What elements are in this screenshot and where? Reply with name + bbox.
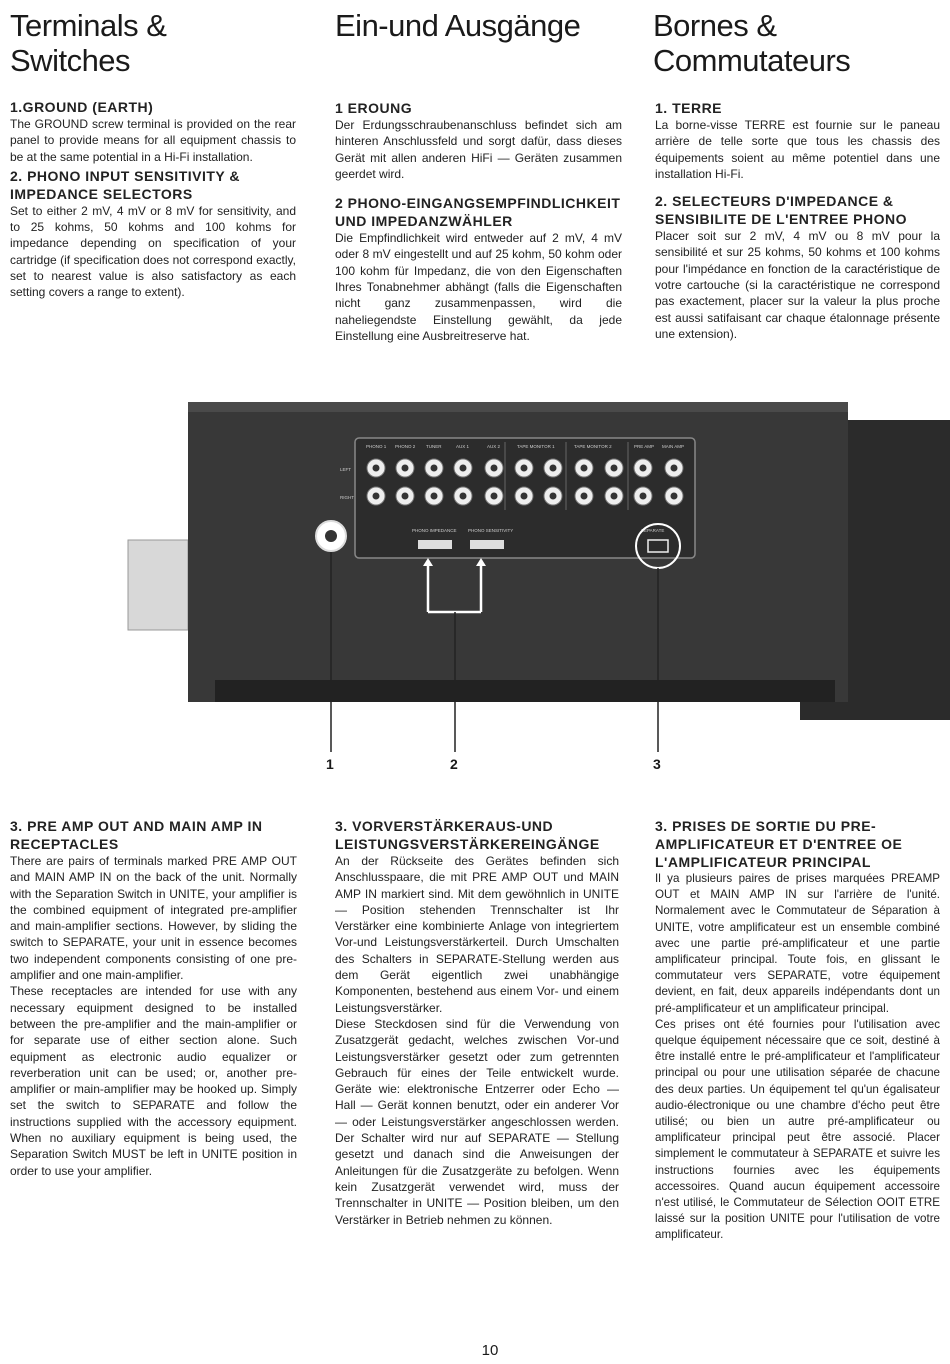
heading-terre: 1. TERRE xyxy=(655,100,723,116)
paragraph-prises-2: Ces prises ont été fournies pour l'utilisation avec quelque équipement nécessaire que ce soit, destiné à être installé entre le pré-amplificateur et l'amplificateur principal ou pour une utilisation séparée de chacune des deux parties. Un équipement tel qu'un égalisateur audio-électronique ou une chambre d'écho peut être utilisé; ou bien un autre pré-amplificateur ou amplificateur principal peut être associé. Placer simplement le commutateur à SEPARATE et suivre les instructions fournies avec les équipements accessoires. Quand aucun équipement accessoire n'est utilisé, le Commutateur de Sélection OOIT ETRE laissé sur la position UNITE pour l'utilisation de votre amplificateur. xyxy=(655,1017,940,1242)
heading-preamp-out: 3. PRE AMP OUT AND MAIN AMP IN RECEPTACLES xyxy=(10,818,263,852)
callout-1: 1 xyxy=(326,756,334,772)
french-section-3 xyxy=(655,817,940,1244)
panel-label-mainamp: MAIN AMP xyxy=(662,444,685,449)
impedance-switch xyxy=(418,540,452,549)
column-french-top xyxy=(653,8,943,78)
callout-3: 3 xyxy=(653,756,661,772)
panel-label-tape2: TAPE MONITOR 2 xyxy=(574,444,612,449)
heading-ground: 1.GROUND (EARTH) xyxy=(10,99,154,115)
heading-prises: 3. PRISES DE SORTIE DU PRE-AMPLIFICATEUR ET D'ENTREE OE L'AMPLIFICATEUR PRINCIPAL xyxy=(655,818,903,870)
page-number: 10 xyxy=(481,1342,499,1359)
paragraph-selecteurs: Placer soit sur 2 mV, 4 mV ou 8 mV pour la sensibilité et sur 25 kohms, 50 kohms et 100 kohms pour l'impédance en fonction de la caractéristique de votre cartouche (si la caractéristique ne correspond pas exactement, placer sur la valeur la plus proche est aussi satifaisant car chaque étalonnage présente une extension). xyxy=(655,229,940,341)
paragraph-terre: La borne-visse TERRE est fournie sur le paneau arrière de telle sorte que tous les chassis des équipements soient au même potentiel dans une installation Hi-Fi. xyxy=(655,118,940,181)
french-sections-1-2 xyxy=(655,99,940,342)
rear-panel-photo xyxy=(0,380,950,800)
panel-label-tape1: TAPE MONITOR 1 xyxy=(517,444,555,449)
panel-label-preamp: PRE AMP xyxy=(634,444,655,449)
heading-erdung: 1 EROUNG xyxy=(335,100,413,116)
switch-label-separate: SEPARATE xyxy=(641,528,665,533)
german-sections-1-2 xyxy=(335,99,622,344)
heading-selecteurs: 2. SELECTEURS D'IMPEDANCE & SENSIBILITE DE L'ENTREE PHONO xyxy=(655,193,907,228)
heading-phono-eingang: 2 PHONO-EINGANGSEMPFINDLICHKEIT UND IMPEDANZWÄHLER xyxy=(335,195,621,230)
column-english-top xyxy=(10,8,310,78)
english-section-3 xyxy=(10,817,297,1179)
paragraph-ground: The GROUND screw terminal is provided on the rear panel to provide means for all equipment chassis to be at the same potential in a Hi-Fi installation. xyxy=(10,117,296,164)
panel-label-phono2: PHONO 2 xyxy=(395,444,416,449)
callout-2: 2 xyxy=(450,756,458,772)
paragraph-preamp-out-1: There are pairs of terminals marked PRE AMP OUT and MAIN AMP IN on the back of the unit. Normally with the Separation Switch in UNITE, your amplifier is the combined equipment of integrated pre-amplifier and main-amplifier sections. However, by sliding the switch to SEPARATE, your unit in essence becomes two independent components consisting of one pre-amplifier and one main-amplifier. xyxy=(10,854,297,983)
heading-phono-selectors: 2. PHONO INPUT SENSITIVITY & IMPEDANCE SELECTORS xyxy=(10,167,241,202)
column-german-top xyxy=(335,8,635,43)
title-english: Terminals & Switches xyxy=(10,8,167,78)
row-label-right: RIGHT xyxy=(340,495,354,500)
paragraph-preamp-out-2: These receptacles are intended for use with any necessary equipment designed to be installed between the pre-amplifier and the main-amplifier or for separate use of either section alone. Such equipment as electronic audio equalizer or reverberation unit can be used; or, another pre-amplifier or main-amplifier may be hooked up. Simply set the switch to SEPARATE and follow the instructions supplied with the accessory equipment. When no auxiliary equipment is being used, the Separation Switch MUST be left in UNITE position in order to use your amplifier. xyxy=(10,984,297,1178)
heading-vorverstaerker: 3. VORVERSTÄRKERAUS-UND LEISTUNGSVERSTÄRKEREINGÄNGE xyxy=(335,818,600,852)
paragraph-phono-selectors: Set to either 2 mV, 4 mV or 8 mV for sensitivity, and to 25 kohms, 50 kohms and 100 kohms for impedance depending on specification of your cartridge (if specification does not correspond exactly, set to nearest value is also satisfactory as each setting covers a range to extent). xyxy=(10,203,296,300)
panel-label-aux2: AUX 2 xyxy=(487,444,501,449)
german-section-3 xyxy=(335,817,619,1228)
switch-label-impedance: PHONO IMPEDANCE xyxy=(412,528,457,533)
paragraph-phono-eingang: Die Empfindlichkeit wird entweder auf 2 mV, 4 mV oder 8 mV eingestellt und auf 25 kohm, 50 kohm oder 100 kohm für Impedanz, die von den Eigenschaften Ihres Tonabnehmer abhängt (falls die Eigenschaften nicht ganz zusammenpassen, wird die naheliegendste Einstellung gewählt, da jede Einstellung eine Ausbreitreserve hat. xyxy=(335,231,622,343)
paragraph-prises-1: Il ya plusieurs paires de prises marquées PREAMP OUT et MAIN AMP IN sur l'arrière de l'unité. Normalement avec le Commutateur de Séparation à UNITE, votre amplificateur est un ensemble combiné avec une partie pré-amplificateur et une partie amplificateur principal. Toute fois, en glissant le commutateur vers SEPARATE, votre équipement devient, en fait, deux appareils indépendants dont un pré-amplificateur et un amplificateur principal. xyxy=(655,872,940,1015)
title-french: Bornes & Commutateurs xyxy=(653,8,851,78)
panel-label-phono1: PHONO 1 xyxy=(366,444,387,449)
sensitivity-switch xyxy=(470,540,504,549)
paragraph-vorverstaerker-2: Diese Steckdosen sind für die Verwendung von Zusatzgerät gedacht, welches zwischen Vor-und Leistungsverstärker gesetzt oder zum getrennten Gebrauch für eines der Teile entwickelt wurde. Geräte wie: elektronische Entzerrer oder Echo — Hall — Gerät konnen benutzt, oder ein anderer Vor — oder Leistungsverstärker angeschlossen werden. Der Schalter wird nur auf SEPARATE — Stellung gesetzt und danach sind die Anweisungen der Anleitungen für die Zusatzgeräte zu befolgen. Wenn kein Zusatzgerät verwendet wird, muss der Trennschalter in UNITE — Position bleiben, um den Verstärker in Betrieb nehmen zu können. xyxy=(335,1016,619,1227)
paragraph-vorverstaerker-1: An der Rückseite des Gerätes befinden sich Anschlusspaare, die mit PRE AMP OUT und MAIN AMP IN markiert sind. Mit dem gewöhnlich in UNITE — Position stehenden Trennschalter ist Ihr Verstärker eine kombinierte Anlage von integriertem Vor-und Leistungsverstärkerteil. Durch Umschalten des Schalters in SEPARATE-Stellung werden aus dem Gerät eigentlich zwei unabhängige Komponenten, bestehend aus einem Vor- und einem Leistungsverstärker. xyxy=(335,854,619,1015)
panel-label-aux1: AUX 1 xyxy=(456,444,470,449)
english-sections-1-2 xyxy=(10,98,296,301)
chassis-bracket xyxy=(128,540,188,630)
switch-label-sensitivity: PHONO SENSITIVITY xyxy=(468,528,514,533)
row-label-left: LEFT xyxy=(340,467,352,472)
paragraph-erdung: Der Erdungsschraubenanschluss befindet sich am hinteren Anschlussfeld und sorgt dafür, dass dieses Gerät mit allen anderen HiFi — Geräten zusammen geerdet wird. xyxy=(335,118,622,181)
panel-label-tuner: TUNER xyxy=(426,444,442,449)
title-german: Ein-und Ausgänge xyxy=(335,8,581,43)
